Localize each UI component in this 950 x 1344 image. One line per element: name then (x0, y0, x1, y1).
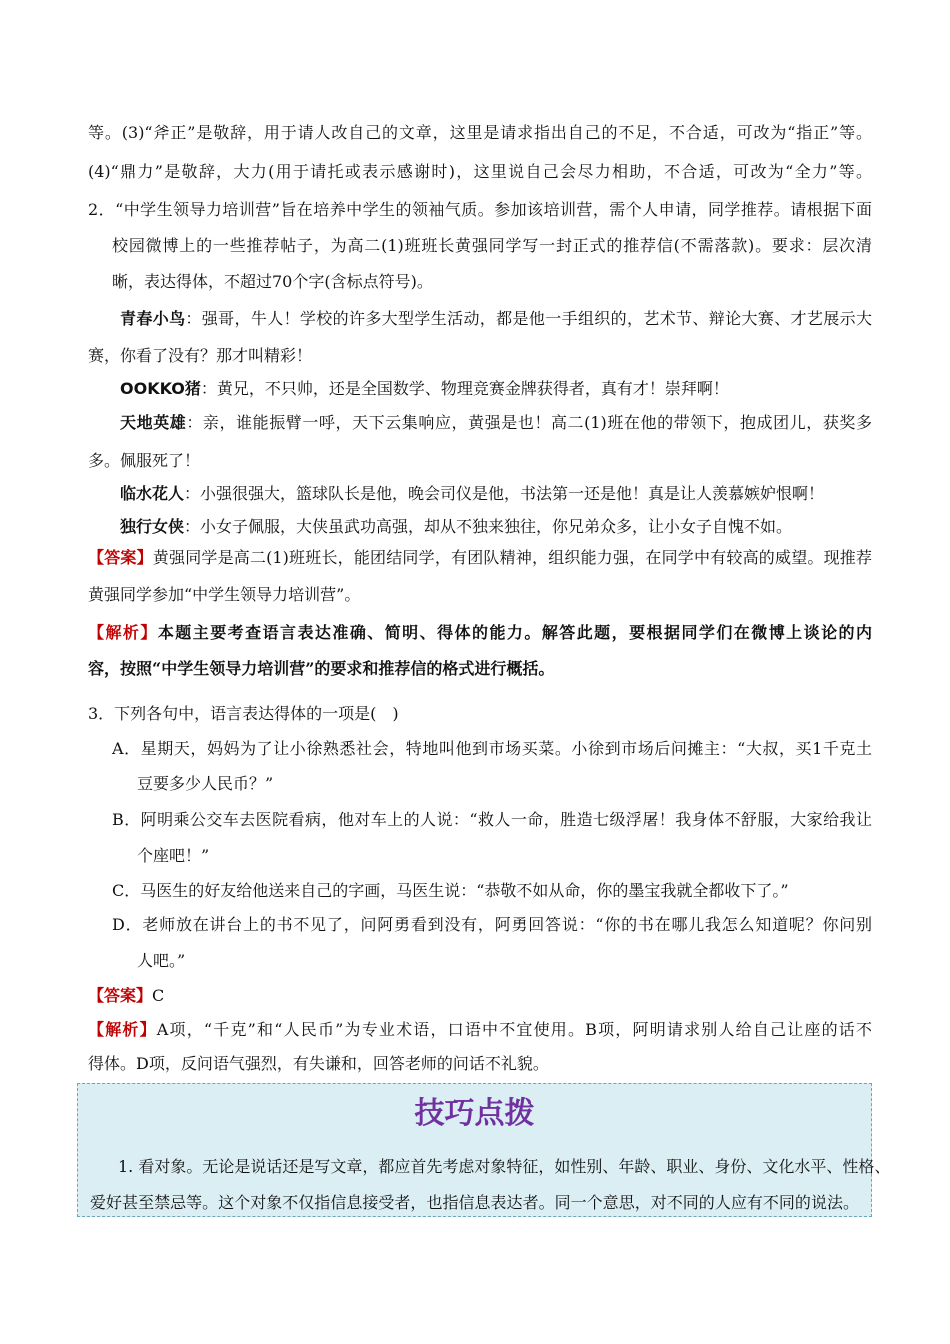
option-d-line-1: D．老师放在讲台上的书不见了，问阿勇看到没有，阿勇回答说：“你的书在哪儿我怎么知道呢？你问别 (112, 915, 872, 934)
post-author: 天地英雄 (120, 413, 187, 432)
answer-label: 【答案】 (88, 548, 153, 567)
q2-stem-line-1: 2．“中学生领导力培训营”旨在培养中学生的领袖气质。参加该培训营，需个人申请，同学推荐。请根据下面 (88, 200, 872, 219)
q2-stem-line-2: 校园微博上的一些推荐帖子，为高二(1)班班长黄强同学写一封正式的推荐信(不需落款)。要求：层次清 (112, 236, 872, 255)
answer-text: C (152, 986, 165, 1005)
option-a-line-2: 豆要多少人民币？” (137, 774, 274, 793)
post-5 (120, 516, 872, 538)
post-author: 临水花人 (120, 484, 185, 503)
intro-line-2: (4)“鼎力”是敬辞，大力(用于请托或表示感谢时)，这里说自己会尽力相助，不合适，可改为“全力”等。 (88, 162, 872, 181)
q3-stem: 3．下列各句中，语言表达得体的一项是( ) (88, 704, 399, 723)
post-text: ：强哥，牛人！学校的许多大型学生活动，都是他一手组织的，艺术节、辩论大赛、才艺展示大 (185, 309, 872, 328)
tips-line-1: 1. 看对象。无论是说话还是写文章，都应首先考虑对象特征，如性别、年龄、职业、身份、文化水平、性格、 (118, 1157, 891, 1176)
post-text: ：小强很强大，篮球队长是他，晚会司仪是他，书法第一还是他！真是让人羡慕嫉妒恨啊！ (184, 484, 825, 503)
q3-answer (88, 985, 872, 1007)
q2-answer-line-2: 黄强同学参加“中学生领导力培训营”。 (88, 585, 361, 604)
post-author: 独行女侠 (120, 517, 185, 536)
tips-box (77, 1083, 891, 1217)
post-1-cont: 赛，你看了没有？那才叫精彩！ (88, 346, 313, 365)
post-3 (120, 412, 872, 434)
post-author: OOKKO猪 (120, 379, 201, 398)
intro-line-1: 等。(3)“斧正”是敬辞，用于请人改自己的文章，这里是请求指出自己的不足，不合适，可改为“指正”等。 (88, 123, 872, 142)
q3-analysis-line-2: 得体。D项，反问语气强烈，有失谦和，回答老师的问话不礼貌。 (88, 1054, 549, 1073)
analysis-label: 【解析】 (88, 1020, 157, 1039)
q2-analysis (88, 622, 872, 644)
tips-line-2: 爱好甚至禁忌等。这个对象不仅指信息接受者，也指信息表达者。同一个意思，对不同的人应有不同的说法。 (90, 1193, 859, 1212)
option-c: C．马医生的好友给他送来自己的字画，马医生说：“恭敬不如从命，你的墨宝我就全都收下了。” (112, 881, 789, 900)
post-text: ：亲，谁能振臂一呼，天下云集响应，黄强是也！高二(1)班在他的带领下，抱成团儿，获奖多 (186, 413, 872, 432)
post-text: ：小女子佩服，大侠虽武功高强，却从不独来独往，你兄弟众多，让小女子自愧不如。 (184, 517, 793, 536)
option-d-line-2: 人吧。” (137, 951, 186, 970)
q2-analysis-line-2: 容，按照“中学生领导力培训营”的要求和推荐信的格式进行概括。 (88, 659, 555, 678)
post-text: ：黄兄，不只帅，还是全国数学、物理竞赛金牌获得者，真有才！崇拜啊！ (200, 379, 729, 398)
analysis-text: 本题主要考查语言表达准确、简明、得体的能力。解答此题，要根据同学们在微博上谈论的内 (157, 623, 872, 642)
post-3-cont: 多。佩服死了！ (88, 451, 201, 470)
answer-label: 【答案】 (88, 986, 153, 1005)
post-2 (120, 378, 872, 400)
q2-stem-line-3: 晰，表达得体，不超过70个字(含标点符号)。 (112, 272, 433, 291)
analysis-label: 【解析】 (88, 623, 158, 642)
answer-text: 黄强同学是高二(1)班班长，能团结同学，有团队精神，组织能力强，在同学中有较高的威望。现推荐 (152, 548, 872, 567)
tips-title: 技巧点拨 (414, 1096, 535, 1131)
option-b-line-2: 个座吧！” (137, 846, 210, 865)
post-4 (120, 483, 872, 505)
post-author: 青春小鸟 (120, 309, 186, 328)
option-a-line-1: A．星期天，妈妈为了让小徐熟悉社会，特地叫他到市场买菜。小徐到市场后问摊主：“大叔，买1千克土 (112, 739, 872, 758)
post-1 (120, 308, 872, 330)
q3-analysis (88, 1019, 872, 1041)
q2-answer (88, 547, 872, 569)
option-b-line-1: B．阿明乘公交车去医院看病，他对车上的人说：“救人一命，胜造七级浮屠！我身体不舒服，大家给我让 (112, 810, 872, 829)
analysis-text: A项，“千克”和“人民币”为专业术语，口语中不宜使用。B项，阿明请求别人给自己让座的话不 (156, 1020, 872, 1039)
